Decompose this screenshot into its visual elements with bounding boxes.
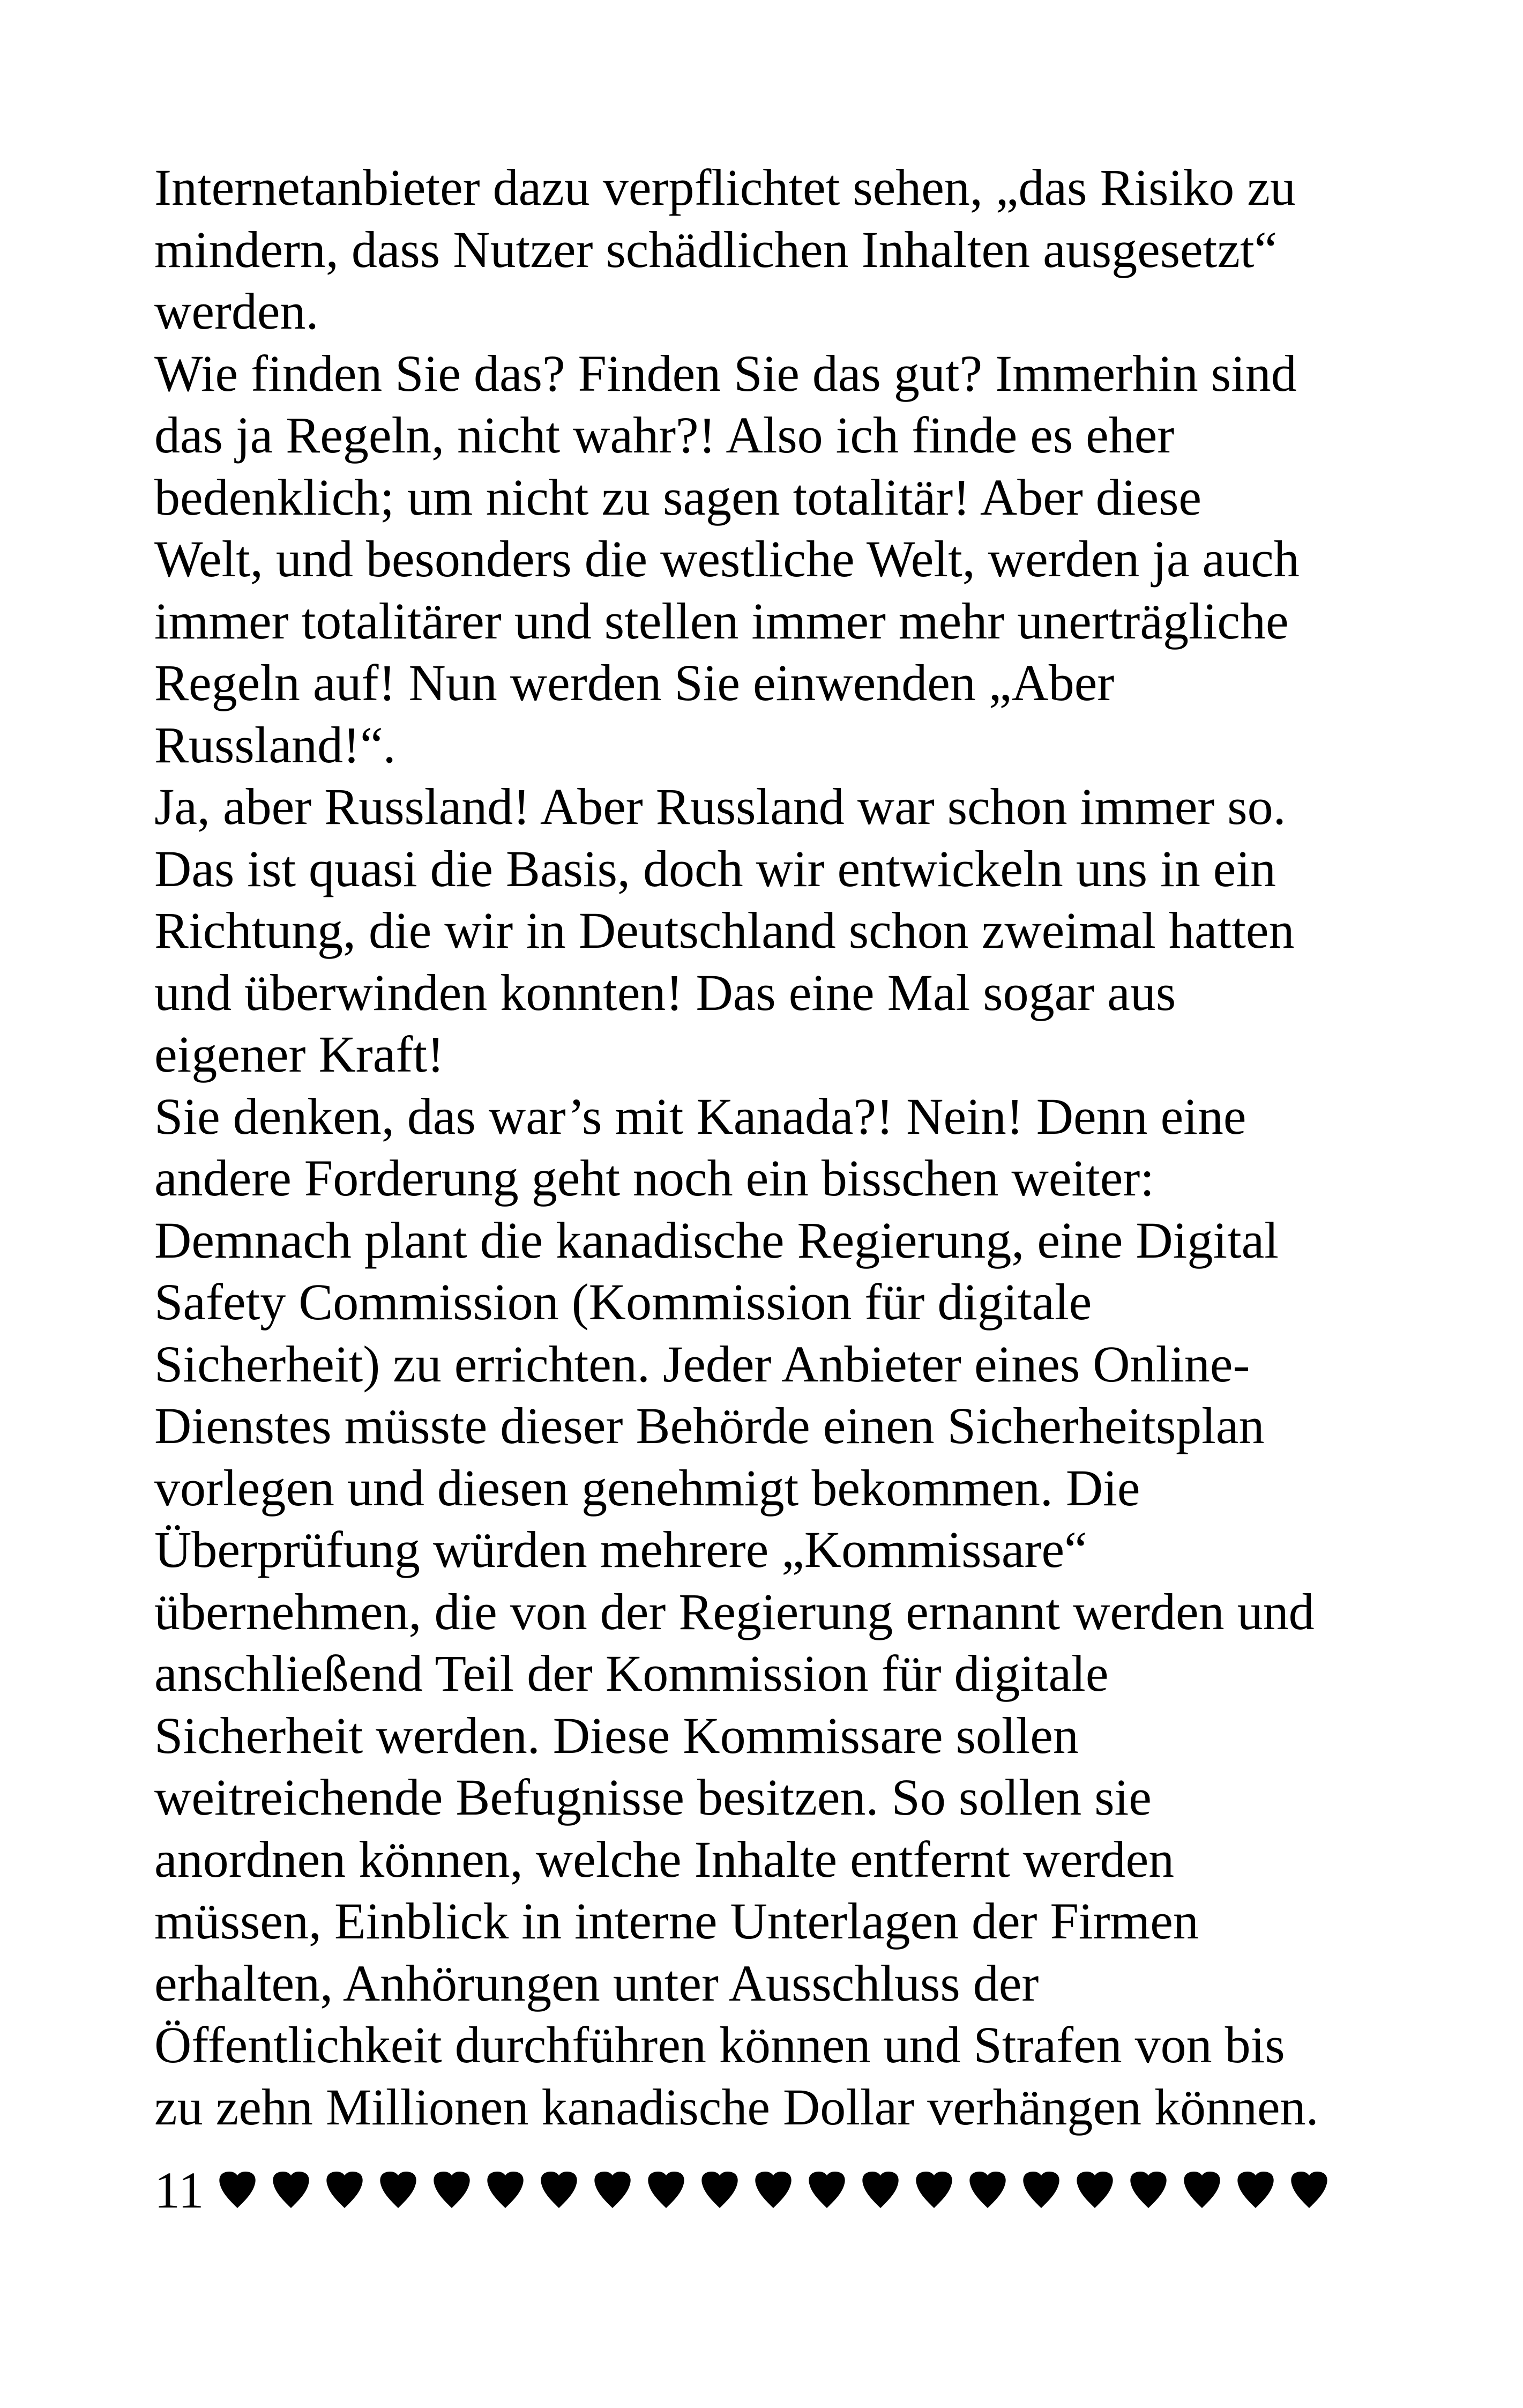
text-line: Sicherheit werden. Diese Kommissare sollen — [154, 1706, 1079, 1764]
ornament-row — [218, 2169, 1343, 2210]
heart-icon — [325, 2169, 364, 2210]
heart-icon — [1289, 2169, 1329, 2210]
heart-icon — [753, 2169, 793, 2210]
heart-icon — [378, 2169, 418, 2210]
heart-icon — [1236, 2169, 1275, 2210]
text-line: andere Forderung geht noch ein bisschen weiter: — [154, 1149, 1155, 1207]
heart-icon — [807, 2169, 847, 2210]
text-line: bedenklich; um nicht zu sagen totalitär! Aber diese — [154, 468, 1202, 526]
heart-icon — [700, 2169, 740, 2210]
text-line: Russland!“. — [154, 716, 396, 774]
heart-icon — [271, 2169, 311, 2210]
text-line: anordnen können, welche Inhalte entfernt werden — [154, 1830, 1175, 1888]
text-line: Öffentlichkeit durchführen können und Strafen von bis — [154, 2016, 1285, 2073]
text-line: werden. — [154, 283, 319, 340]
text-line: Internetanbieter dazu verpflichtet sehen, „das Risiko zu — [154, 159, 1296, 216]
text-line: Wie finden Sie das? Finden Sie das gut? Immerhin sind — [154, 344, 1297, 402]
page-number: 11 — [154, 2161, 204, 2219]
heart-icon — [1075, 2169, 1115, 2210]
text-line: Überprüfung würden mehrere „Kommissare“ — [154, 1521, 1087, 1578]
text-line: anschließend Teil der Kommission für digitale — [154, 1645, 1109, 1702]
text-line: Richtung, die wir in Deutschland schon zweimal hatten — [154, 902, 1295, 959]
text-line: Das ist quasi die Basis, doch wir entwickeln uns in ein — [154, 839, 1276, 897]
heart-icon — [1182, 2169, 1222, 2210]
text-line: mindern, dass Nutzer schädlichen Inhalten ausgesetzt“ — [154, 220, 1278, 278]
text-line: eigener Kraft! — [154, 1025, 444, 1083]
heart-icon — [1021, 2169, 1061, 2210]
heart-icon — [914, 2169, 954, 2210]
text-line: Dienstes müsste dieser Behörde einen Sicherheitsplan — [154, 1397, 1265, 1454]
text-line: zu zehn Millionen kanadische Dollar verhängen können. — [154, 2078, 1319, 2136]
heart-icon — [861, 2169, 900, 2210]
heart-icon — [486, 2169, 525, 2210]
text-line: weitreichende Befugnisse besitzen. So sollen sie — [154, 1768, 1152, 1826]
text-line: erhalten, Anhörungen unter Ausschluss der — [154, 1954, 1039, 2012]
text-line: Demnach plant die kanadische Regierung, eine Digital — [154, 1211, 1279, 1269]
heart-icon — [968, 2169, 1007, 2210]
text-line: vorlegen und diesen genehmigt bekommen. Die — [154, 1459, 1140, 1517]
text-line: Regeln auf! Nun werden Sie einwenden „Aber — [154, 654, 1115, 711]
text-line: übernehmen, die von der Regierung ernannt werden und — [154, 1582, 1315, 1640]
body-text — [154, 157, 1376, 2138]
text-line: Sicherheit) zu errichten. Jeder Anbieter eines Online- — [154, 1335, 1250, 1393]
text-line: Welt, und besonders die westliche Welt, werden ja auch — [154, 530, 1300, 588]
text-line: Ja, aber Russland! Aber Russland war schon immer so. — [154, 778, 1286, 835]
heart-icon — [1129, 2169, 1168, 2210]
heart-icon — [539, 2169, 579, 2210]
page-footer — [154, 2160, 1343, 2219]
heart-icon — [432, 2169, 472, 2210]
text-line: müssen, Einblick in interne Unterlagen der Firmen — [154, 1892, 1199, 1950]
heart-icon — [593, 2169, 632, 2210]
text-line: das ja Regeln, nicht wahr?! Also ich finde es eher — [154, 406, 1175, 464]
text-line: Safety Commission (Kommission für digitale — [154, 1273, 1092, 1331]
text-line: immer totalitärer und stellen immer mehr unerträgliche — [154, 592, 1289, 650]
heart-icon — [646, 2169, 686, 2210]
heart-icon — [218, 2169, 257, 2210]
text-line: Sie denken, das war’s mit Kanada?! Nein! Denn eine — [154, 1087, 1246, 1145]
text-line: und überwinden konnten! Das eine Mal sogar aus — [154, 963, 1176, 1021]
